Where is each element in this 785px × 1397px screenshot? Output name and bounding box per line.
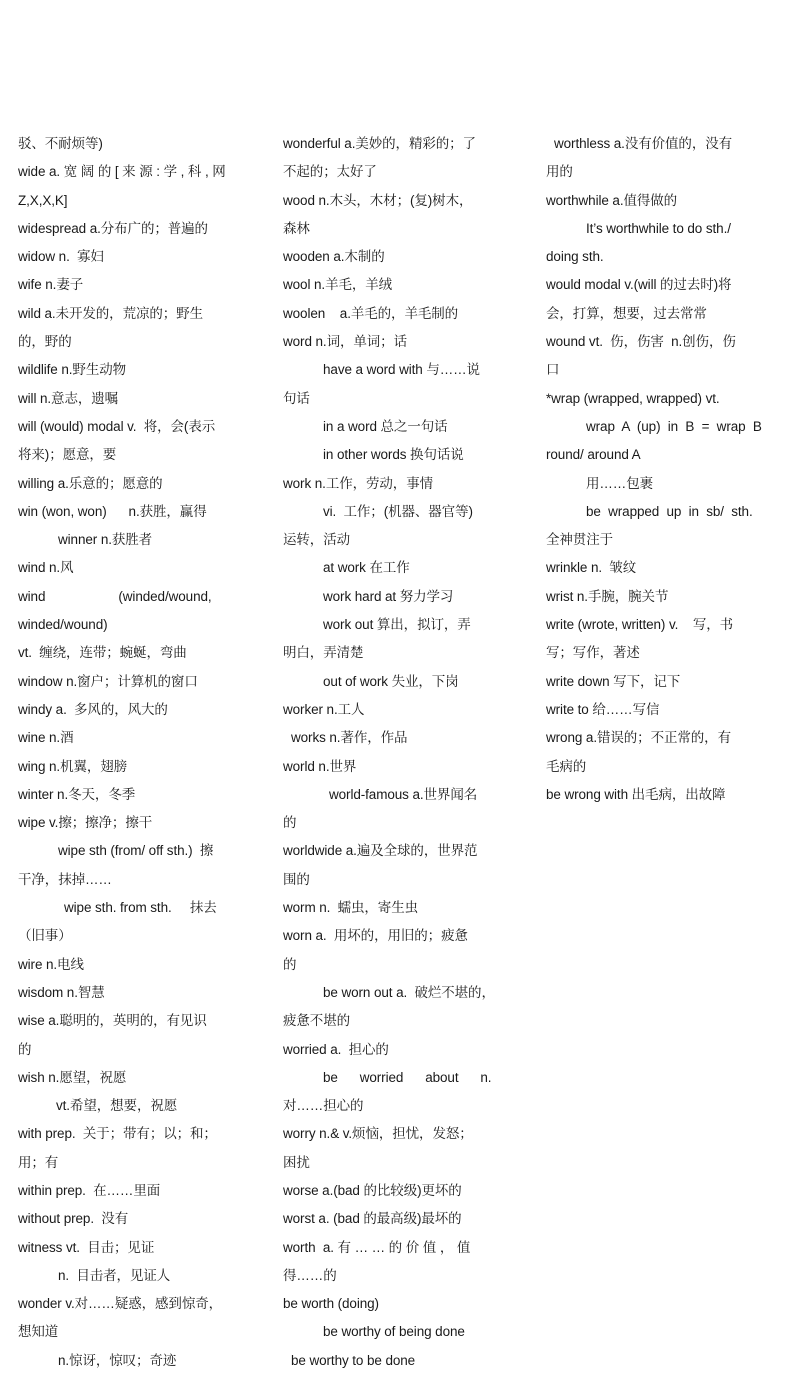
vocab-line: 口 (546, 362, 560, 378)
vocab-line: wipe v.擦；擦净；擦干 (18, 815, 153, 831)
vocab-line: worse a.(bad 的比较级)更坏的 (283, 1182, 462, 1198)
vocab-line: winded/wound) (18, 617, 108, 633)
vocab-line: winter n.冬天，冬季 (18, 786, 136, 802)
vocab-line: 的 (283, 815, 297, 831)
vocab-line: wisdom n.智慧 (18, 984, 105, 1000)
vocab-line: be worried about n. (323, 1069, 492, 1085)
vocab-line: Z,X,X,K] (18, 192, 68, 208)
vocab-line: wool n.羊毛，羊绒 (283, 277, 393, 293)
vocab-line: 的 (18, 1041, 32, 1057)
vocab-line: windy a. 多风的，风大的 (18, 701, 168, 717)
vocab-line: out of work 失业，下岗 (323, 673, 459, 689)
vocab-line: worn a. 用坏的，用旧的；疲惫 (283, 928, 468, 944)
vocab-line: worst a. (bad 的最高级)最坏的 (283, 1211, 462, 1227)
vocab-line: 对……担心的 (283, 1098, 364, 1114)
vocab-line: win (won, won) n.获胜，赢得 (18, 503, 207, 519)
vocab-line: 毛病的 (546, 758, 587, 774)
column-3 (546, 130, 774, 809)
vocab-line: worldwide a.遍及全球的，世界范 (283, 843, 478, 859)
vocab-line: will (would) modal v. 将，会(表示 (18, 418, 216, 434)
vocab-line: vt.希望，想要，祝愿 (56, 1098, 178, 1114)
vocab-line: doing sth. (546, 249, 604, 265)
vocab-line: n.惊讶，惊叹；奇迹 (58, 1352, 177, 1368)
vocab-line: be worth (doing) (283, 1296, 379, 1312)
vocab-line: wire n.电线 (18, 956, 84, 972)
vocab-line: vt. 缠绕，连带；蜿蜒，弯曲 (18, 645, 187, 661)
vocab-line: round/ around A (546, 447, 641, 463)
vocab-line: be worthy of being done (323, 1324, 465, 1340)
vocab-line: would modal v.(will 的过去时)将 (546, 277, 732, 293)
vocab-line: be wrapped up in sb/ sth. (586, 503, 753, 519)
vocab-line: 将来)；愿意，要 (18, 447, 117, 463)
vocab-line: worth a. 有 … … 的 价 值 ， 值 (283, 1239, 471, 1255)
vocab-line: wish n.愿望，祝愿 (18, 1069, 127, 1085)
vocab-line: wonder v.对……疑惑，感到惊奇， (18, 1296, 223, 1312)
vocab-line: 围的 (283, 871, 310, 887)
vocab-line: witness vt. 目击；见证 (18, 1239, 155, 1255)
vocab-line: 写；写作，著述 (546, 645, 640, 661)
vocab-line: widow n. 寡妇 (18, 249, 104, 265)
vocab-line: worker n.工人 (283, 701, 365, 717)
vocab-line: wide a. 宽 阔 的 [ 来 源 : 学 , 科 , 网 (18, 164, 226, 180)
vocab-line: wrist n.手腕，腕关节 (546, 588, 669, 604)
vocab-line: n. 目击者，见证人 (58, 1267, 171, 1283)
vocab-line: wind (winded/wound, (18, 588, 212, 604)
vocab-line: word n.词，单词；话 (283, 334, 407, 350)
vocab-line: without prep. 没有 (18, 1211, 129, 1227)
vocab-line: in other words 换句话说 (323, 447, 464, 463)
vocab-line: work n.工作，劳动，事情 (283, 475, 434, 491)
vocab-line: widespread a.分布广的；普遍的 (18, 220, 208, 236)
vocab-line: in a word 总之一句话 (323, 418, 448, 434)
vocab-line: 森林 (283, 220, 310, 236)
vocab-line: wipe sth (from/ off sth.) 擦 (58, 843, 214, 859)
vocab-line: wine n.酒 (18, 730, 74, 746)
vocab-line: wrinkle n. 皱纹 (546, 560, 637, 576)
vocab-line: 明白，弄清楚 (283, 645, 364, 661)
vocab-line: within prep. 在……里面 (18, 1182, 161, 1198)
vocab-line: wrong a.错误的；不正常的，有 (546, 730, 731, 746)
vocab-line: wooden a.木制的 (283, 249, 385, 265)
vocab-line: 得……的 (283, 1267, 337, 1283)
vocab-line: 用；有 (18, 1154, 59, 1170)
column-2 (283, 130, 511, 1375)
vocab-line: wild a.未开发的，荒凉的；野生 (18, 305, 203, 321)
vocab-line: write to 给……写信 (546, 701, 660, 717)
vocab-line: （旧事） (18, 928, 72, 944)
vocab-line: worm n. 蠕虫，寄生虫 (283, 900, 419, 916)
vocab-line: *wrap (wrapped, wrapped) vt. (546, 390, 720, 406)
vocab-line: wrap A (up) in B = wrap B (586, 418, 762, 434)
vocab-line: worthwhile a.值得做的 (546, 192, 678, 208)
vocab-line: at work 在工作 (323, 560, 410, 576)
vocab-line: work out 算出，拟订，弄 (323, 617, 471, 633)
vocab-line: wound vt. 伤，伤害 n.创伤，伤 (546, 334, 736, 350)
vocab-line: 的，野的 (18, 334, 72, 350)
vocab-line: wipe sth. from sth. 抹去 (64, 900, 217, 916)
vocab-line: worthless a.没有价值的，没有 (554, 136, 733, 151)
vocab-line: 会，打算，想要，过去常常 (546, 305, 707, 321)
vocab-line: be wrong with 出毛病，出故障 (546, 786, 726, 802)
vocab-line: have a word with 与……说 (323, 362, 480, 378)
vocab-line: 用的 (546, 164, 573, 180)
vocab-line: wing n.机翼，翅膀 (18, 758, 128, 774)
vocab-line: 困扰 (283, 1154, 310, 1170)
vocab-line: wood n.木头，木材；(复)树木， (283, 192, 473, 208)
vocab-line: works n.著作，作品 (291, 730, 408, 746)
vocab-line: work hard at 努力学习 (323, 588, 454, 604)
vocab-line: write (wrote, written) v. 写，书 (546, 617, 734, 633)
vocab-line: It’s worthwhile to do sth./ (586, 220, 731, 236)
vocab-line: winner n.获胜者 (58, 532, 153, 548)
vocab-line: wonderful a.美妙的，精彩的；了 (283, 136, 476, 151)
vocab-line: 全神贯注于 (546, 532, 613, 548)
vocab-line: worry n.& v.烦恼，担忧，发怒； (283, 1126, 473, 1142)
vocab-line: wind n.风 (18, 560, 74, 576)
vocab-line: wife n.妻子 (18, 277, 84, 293)
column-1 (18, 130, 250, 1375)
vocab-line: vi. 工作；(机器、器官等) (323, 503, 473, 519)
vocab-line: wise a.聪明的，英明的，有见识 (18, 1013, 207, 1029)
vocab-line: 驳、不耐烦等) (18, 136, 103, 151)
vocab-line: be worthy to be done (291, 1352, 416, 1368)
vocab-line: 用……包裹 (586, 475, 653, 491)
vocab-line: 的 (283, 956, 297, 972)
vocab-line: world n.世界 (283, 758, 357, 774)
vocab-line: 疲惫不堪的 (283, 1013, 350, 1029)
vocab-line: will n.意志，遗嘱 (18, 390, 119, 406)
vocab-line: woolen a.羊毛的，羊毛制的 (283, 305, 459, 321)
vocab-line: be worn out a. 破烂不堪的， (323, 984, 495, 1000)
vocab-line: 运转，活动 (283, 532, 350, 548)
vocab-line: write down 写下，记下 (546, 673, 681, 689)
vocab-line: worried a. 担心的 (283, 1041, 389, 1057)
vocab-line: wildlife n.野生动物 (18, 362, 127, 378)
vocab-line: window n.窗户；计算机的窗口 (18, 673, 198, 689)
vocab-line: 不起的；太好了 (283, 164, 377, 180)
vocab-line: willing a.乐意的；愿意的 (18, 475, 163, 491)
vocab-line: world-famous a.世界闻名 (329, 786, 478, 802)
vocab-line: 想知道 (18, 1324, 59, 1340)
vocab-line: 句话 (283, 390, 310, 406)
vocab-line: 干净，抹掉…… (18, 871, 112, 887)
vocab-line: with prep. 关于；带有；以；和； (18, 1126, 217, 1142)
